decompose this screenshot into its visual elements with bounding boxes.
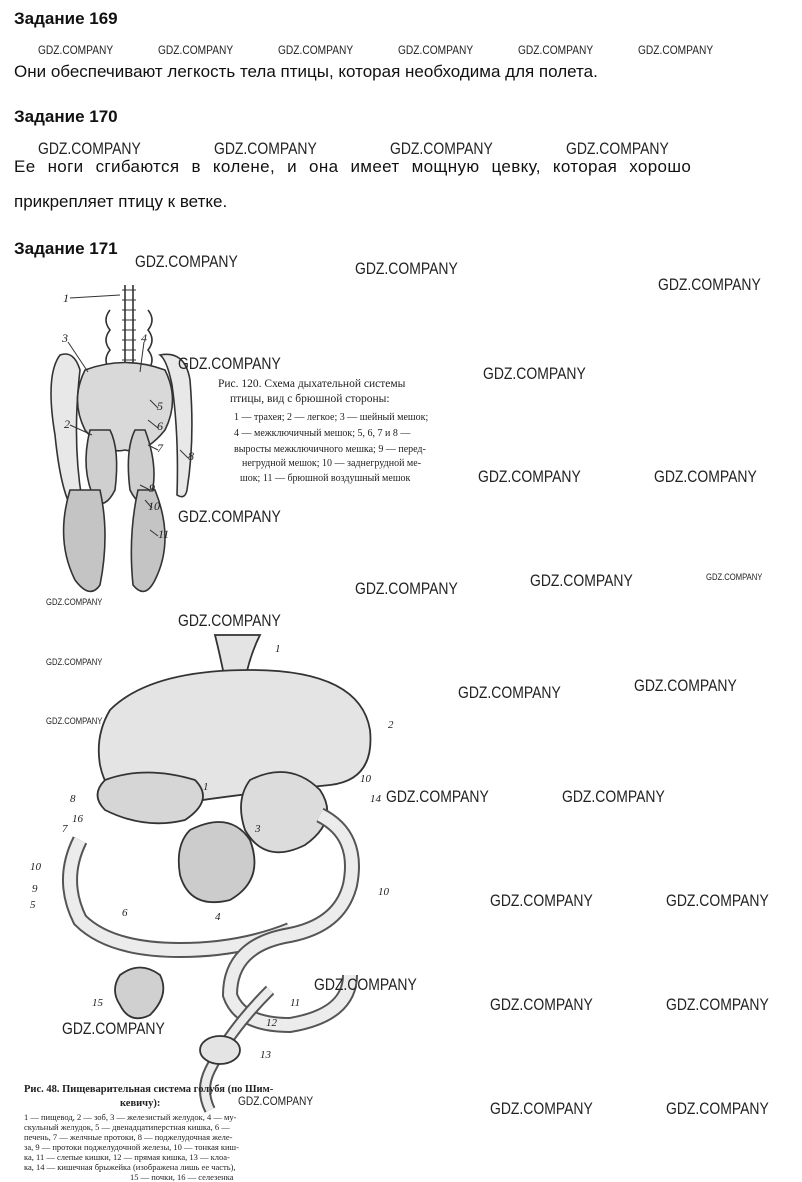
- resp-label-1: 1: [63, 291, 69, 305]
- watermark: GDZ.COMPANY: [178, 611, 281, 630]
- resp-label-9: 9: [149, 481, 155, 495]
- watermark: GDZ.COMPANY: [38, 139, 141, 158]
- watermark: GDZ.COMPANY: [566, 139, 669, 158]
- watermark: GDZ.COMPANY: [214, 139, 317, 158]
- watermark: GDZ.COMPANY: [666, 995, 769, 1014]
- dig-caption-line-9: 15 — почки, 16 — селезенка: [130, 1172, 234, 1182]
- resp-caption-line-4: 4 — межключичный мешок; 5, 6, 7 и 8 —: [234, 428, 411, 439]
- watermark: GDZ.COMPANY: [706, 572, 763, 582]
- resp-caption-line-1: Рис. 120. Схема дыхательной системы: [218, 378, 406, 390]
- resp-label-7: 7: [157, 441, 163, 455]
- watermark: GDZ.COMPANY: [490, 891, 593, 910]
- watermark: GDZ.COMPANY: [135, 252, 238, 271]
- resp-label-6: 6: [157, 419, 163, 433]
- dig-label-14: 14: [370, 793, 381, 805]
- watermark: GDZ.COMPANY: [490, 1099, 593, 1118]
- dig-label-9: 9: [32, 883, 38, 895]
- dig-caption-line-1: Рис. 48. Пищеварительная система голубя (по Шим-: [24, 1084, 274, 1095]
- dig-label-15: 15: [92, 997, 103, 1009]
- task-170-answer-line-1: Ее ноги сгибаются в колене, и она имеет мощную цевку, которая хорошо: [14, 157, 692, 176]
- watermark: GDZ.COMPANY: [238, 1094, 314, 1108]
- dig-label-10-b: 10: [30, 861, 41, 873]
- watermark: GDZ.COMPANY: [278, 43, 354, 57]
- watermark: GDZ.COMPANY: [530, 571, 633, 590]
- watermark: GDZ.COMPANY: [46, 597, 103, 607]
- dig-caption-line-7: ка, 11 — слепые кишки, 12 — прямая кишка, 13 — клоа-: [24, 1152, 230, 1162]
- resp-label-2: 2: [64, 417, 70, 431]
- watermark: GDZ.COMPANY: [178, 507, 281, 526]
- watermark: GDZ.COMPANY: [562, 787, 665, 806]
- watermark: GDZ.COMPANY: [478, 467, 581, 486]
- resp-label-3: 3: [62, 331, 68, 345]
- watermark: GDZ.COMPANY: [483, 364, 586, 383]
- dig-caption-line-8: ка, 14 — кишечная брыжейка (изображена лишь ее часть),: [24, 1162, 236, 1172]
- dig-label-10-c: 10: [378, 886, 389, 898]
- dig-label-4: 4: [215, 911, 221, 923]
- resp-caption-line-7: шок; 11 — брюшной воздушный мешок: [240, 473, 411, 484]
- dig-label-13: 13: [260, 1049, 271, 1061]
- task-171-heading: Задание 171: [14, 239, 118, 258]
- task-169-answer: Они обеспечивают легкость тела птицы, которая необходима для полета.: [14, 62, 598, 81]
- resp-label-11: 11: [158, 527, 170, 541]
- resp-caption-line-5: выросты межключичного мешка; 9 — перед-: [234, 444, 426, 455]
- dig-caption-line-2: кевичу):: [120, 1098, 161, 1109]
- watermark: GDZ.COMPANY: [314, 975, 417, 994]
- task-169-heading: Задание 169: [14, 9, 118, 28]
- dig-label-1: 1: [203, 781, 209, 793]
- dig-label-16: 16: [72, 813, 83, 825]
- dig-caption-line-4: скульный желудок, 5 — двенадцатиперстная кишка, 6 —: [24, 1122, 230, 1132]
- watermark: GDZ.COMPANY: [654, 467, 757, 486]
- watermark: GDZ.COMPANY: [518, 43, 594, 57]
- watermark: GDZ.COMPANY: [158, 43, 234, 57]
- dig-label-6: 6: [122, 907, 128, 919]
- dig-label-7: 7: [62, 823, 68, 835]
- resp-label-4: 4: [141, 331, 147, 345]
- digestive-system-figure: [20, 630, 420, 1182]
- dig-caption-line-3: 1 — пищевод, 2 — зоб, 3 — железистый желудок, 4 — му-: [24, 1112, 237, 1122]
- dig-caption-line-6: за, 9 — протоки поджелудочной железы, 10 — тонкая киш-: [24, 1142, 239, 1152]
- watermark: GDZ.COMPANY: [38, 43, 114, 57]
- watermark: GDZ.COMPANY: [386, 787, 489, 806]
- watermark: GDZ.COMPANY: [62, 1019, 165, 1038]
- watermark: GDZ.COMPANY: [46, 716, 103, 726]
- resp-caption-line-2: птицы, вид с брюшной стороны:: [230, 393, 390, 405]
- dig-caption-line-5: печень, 7 — желчные протоки, 8 — поджелудочная желе-: [24, 1132, 233, 1142]
- resp-label-10: 10: [148, 499, 160, 513]
- dig-label-1-esophagus: 1: [275, 643, 281, 655]
- resp-caption-line-6: негрудной мешок; 10 — заднегрудной ме-: [242, 458, 422, 469]
- watermark: GDZ.COMPANY: [46, 657, 103, 667]
- watermark: GDZ.COMPANY: [178, 354, 281, 373]
- task-170-heading: Задание 170: [14, 107, 118, 126]
- watermark: GDZ.COMPANY: [355, 579, 458, 598]
- resp-label-8: 8: [188, 449, 194, 463]
- watermark: GDZ.COMPANY: [458, 683, 561, 702]
- watermark: GDZ.COMPANY: [398, 43, 474, 57]
- dig-label-3: 3: [255, 823, 261, 835]
- dig-label-11: 11: [290, 997, 301, 1009]
- watermark: GDZ.COMPANY: [490, 995, 593, 1014]
- dig-label-2-crop: 2: [388, 719, 394, 731]
- dig-label-8: 8: [70, 793, 76, 805]
- dig-label-10-a: 10: [360, 773, 371, 785]
- resp-label-5: 5: [157, 399, 163, 413]
- watermark: GDZ.COMPANY: [390, 139, 493, 158]
- watermark: GDZ.COMPANY: [666, 891, 769, 910]
- dig-label-5: 5: [30, 899, 36, 911]
- resp-caption-line-3: 1 — трахея; 2 — легкое; 3 — шейный мешок;: [234, 412, 429, 423]
- respiratory-system-figure: [30, 280, 510, 600]
- watermark: GDZ.COMPANY: [658, 275, 761, 294]
- watermark: GDZ.COMPANY: [666, 1099, 769, 1118]
- dig-label-12: 12: [266, 1017, 277, 1029]
- watermark: GDZ.COMPANY: [638, 43, 714, 57]
- task-170-answer-line-2: прикрепляет птицу к ветке.: [14, 192, 228, 211]
- watermark: GDZ.COMPANY: [634, 676, 737, 695]
- watermark: GDZ.COMPANY: [355, 259, 458, 278]
